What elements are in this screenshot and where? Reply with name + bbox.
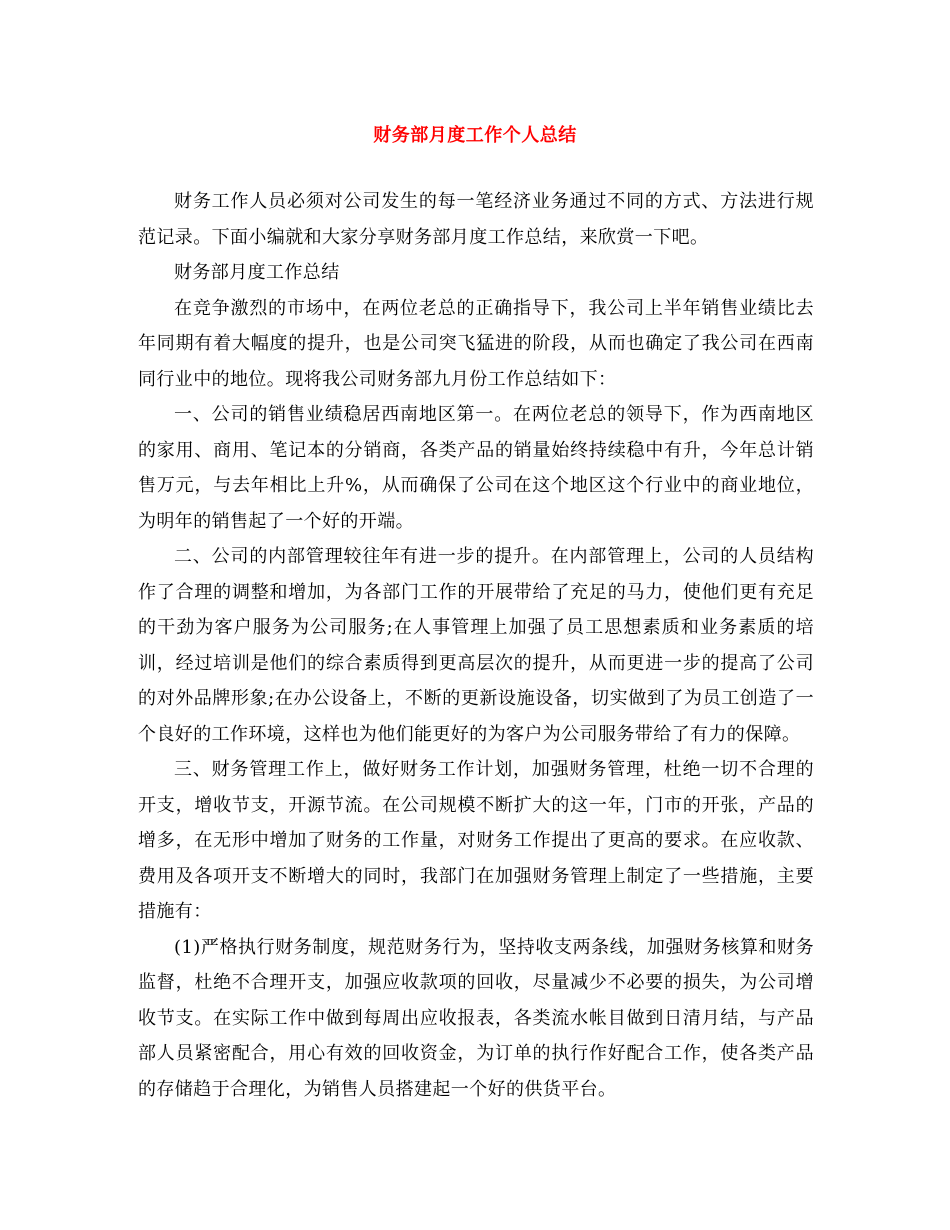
paragraph-overview: 在竞争激烈的市场中，在两位老总的正确指导下，我公司上半年销售业绩比去年同期有着大幅度的提升，也是公司突飞猛进的阶段，从而也确定了我公司在西南同行业中的地位。现将我公司财务部九月份工作总结如下： — [138, 297, 814, 390]
document-title: 财务部月度工作个人总结 — [373, 125, 577, 146]
paragraph-measure-1: (1)严格执行财务制度，规范财务行为，坚持收支两条线，加强财务核算和财务监督，杜绝不合理开支，加强应收款项的回收，尽量减少不必要的损失，为公司增收节支。在实际工作中做到每周出应收报表，各类流水帐目做到日清月结，与产品部人员紧密配合，用心有效的回收资金，为订单的执行作好配合工作，使各类产品的存储趋于合理化，为销售人员搭建起一个好的供货平台。 — [138, 936, 814, 1100]
paragraph-section-3: 三、财务管理工作上，做好财务工作计划，加强财务管理，杜绝一切不合理的开支，增收节支，开源节流。在公司规模不断扩大的这一年，门市的开张，产品的增多，在无形中增加了财务的工作量，对财务工作提出了更高的要求。在应收款、费用及各项开支不断增大的同时，我部门在加强财务管理上制定了一些措施，主要措施有： — [138, 759, 814, 922]
paragraph-section-1: 一、公司的销售业绩稳居西南地区第一。在两位老总的领导下，作为西南地区的家用、商用、笔记本的分销商，各类产品的销量始终持续稳中有升，今年总计销售万元，与去年相比上升%，从而确保了公司在这个地区这个行业中的商业地位，为明年的销售起了一个好的开端。 — [138, 404, 814, 532]
paragraph-intro: 财务工作人员必须对公司发生的每一笔经济业务通过不同的方式、方法进行规范记录。下面小编就和大家分享财务部月度工作总结，来欣赏一下吧。 — [138, 191, 814, 248]
paragraph-section-2: 二、公司的内部管理较往年有进一步的提升。在内部管理上，公司的人员结构作了合理的调整和增加，为各部门工作的开展带给了充足的马力，使他们更有充足的干劲为客户服务为公司服务;在人事管理上加强了员工思想素质和业务素质的培训，经过培训是他们的综合素质得到更高层次的提升，从而更进一步的提高了公司的对外品牌形象;在办公设备上，不断的更新设施设备，切实做到了为员工创造了一个良好的工作环境，这样也为他们能更好的为客户为公司服务带给了有力的保障。 — [138, 546, 814, 745]
paragraph-subheading: 财务部月度工作总结 — [174, 262, 340, 283]
document-body — [138, 184, 814, 1107]
